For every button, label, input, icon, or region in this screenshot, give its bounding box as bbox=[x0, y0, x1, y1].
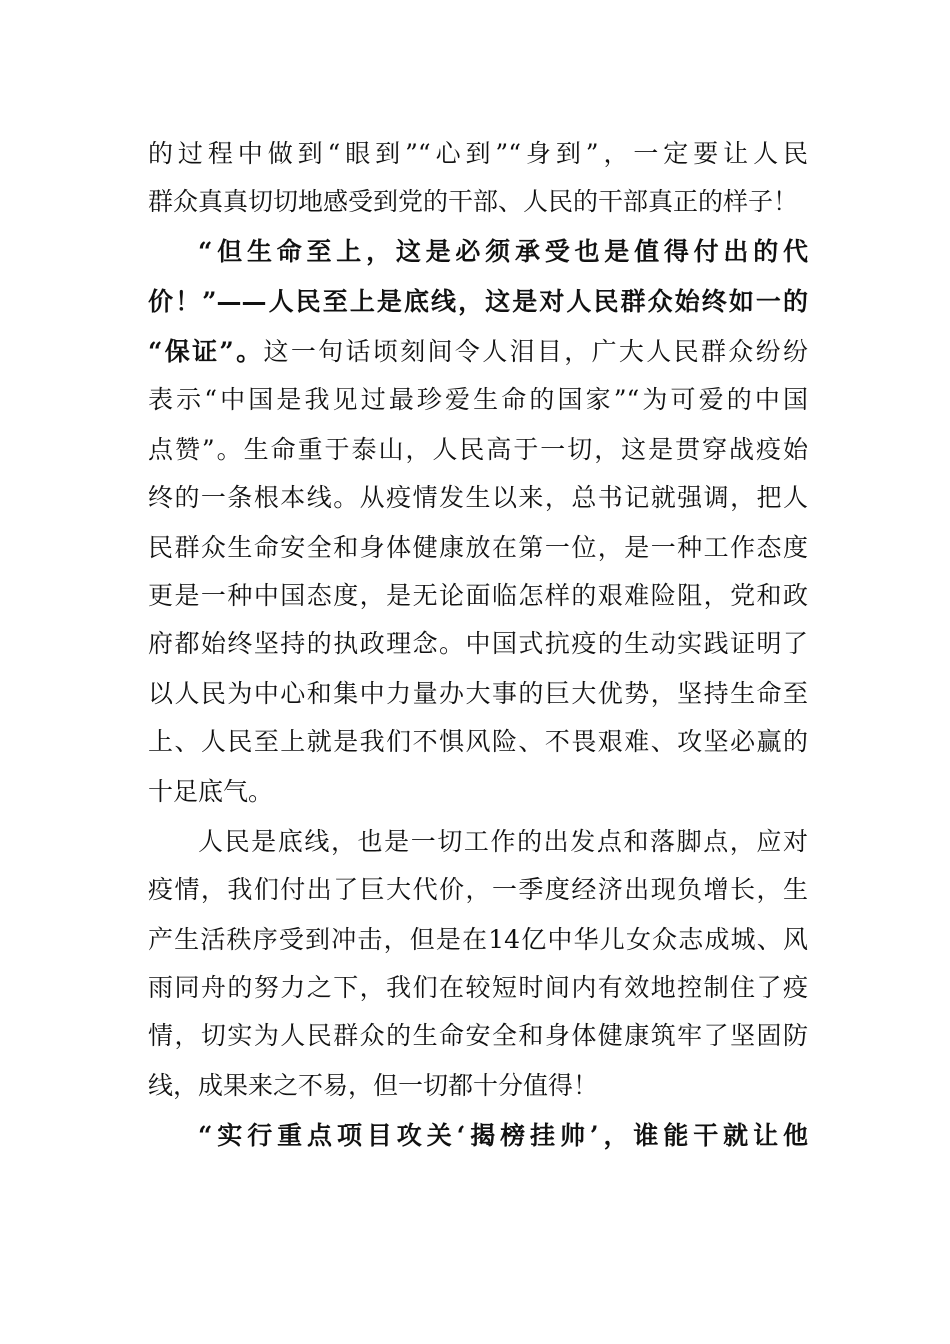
paragraph-2-line-7: 民群众生命安全和身体健康放在第一位，是一种工作态度 bbox=[148, 533, 808, 562]
paragraph-3-line-4: 雨同舟的努力之下，我们在较短时间内有效地控制住了疫 bbox=[148, 973, 808, 1002]
paragraph-2-line-6: 终的一条根本线。从疫情发生以来，总书记就强调，把人 bbox=[148, 483, 808, 512]
paragraph-2-line-4: 表示“中国是我见过最珍爱生命的国家”“为可爱的中国 bbox=[148, 385, 808, 414]
paragraph-2-line-3 bbox=[148, 332, 808, 372]
paragraph-3-line-5: 情，切实为人民群众的生命安全和身体健康筑牢了坚固防 bbox=[148, 1021, 808, 1050]
paragraph-1-line-2: 群众真真切切地感受到党的干部、人民的干部真正的样子！ bbox=[148, 187, 799, 216]
bold-lead-segment: “保证”。 bbox=[148, 337, 264, 366]
paragraph-3-line-6: 线，成果来之不易，但一切都十分值得！ bbox=[148, 1071, 599, 1100]
regular-segment: 这一句话顷刻间令人泪目，广大人民群众纷纷 bbox=[263, 337, 808, 366]
paragraph-2-line-1: “但生命至上，这是必须承受也是值得付出的代 bbox=[198, 237, 808, 266]
paragraph-2-line-2: 价！”——人民至上是底线，这是对人民群众始终如一的 bbox=[148, 287, 808, 316]
paragraph-3-line-2: 疫情，我们付出了巨大代价，一季度经济出现负增长，生 bbox=[148, 875, 808, 904]
paragraph-2-line-5: 点赞”。生命重于泰山，人民高于一切，这是贯穿战疫始 bbox=[148, 435, 808, 464]
paragraph-2-line-8: 更是一种中国态度，是无论面临怎样的艰难险阻，党和政 bbox=[148, 581, 808, 610]
paragraph-4-line-1: “实行重点项目攻关‘揭榜挂帅’，谁能干就让他 bbox=[198, 1121, 808, 1150]
paragraph-2-line-10: 以人民为中心和集中力量办大事的巨大优势，坚持生命至 bbox=[148, 679, 808, 708]
paragraph-3-line-3: 产生活秩序受到冲击，但是在14亿中华儿女众志成城、风 bbox=[148, 925, 808, 954]
paragraph-3-line-1: 人民是底线，也是一切工作的出发点和落脚点，应对 bbox=[198, 827, 808, 856]
paragraph-1-line-1: 的过程中做到“眼到”“心到”“身到”，一定要让人民 bbox=[148, 139, 808, 168]
paragraph-2-line-9: 府都始终坚持的执政理念。中国式抗疫的生动实践证明了 bbox=[148, 629, 808, 658]
paragraph-2-line-12: 十足底气。 bbox=[148, 777, 274, 806]
paragraph-2-line-11: 上、人民至上就是我们不惧风险、不畏艰难、攻坚必赢的 bbox=[148, 727, 808, 756]
